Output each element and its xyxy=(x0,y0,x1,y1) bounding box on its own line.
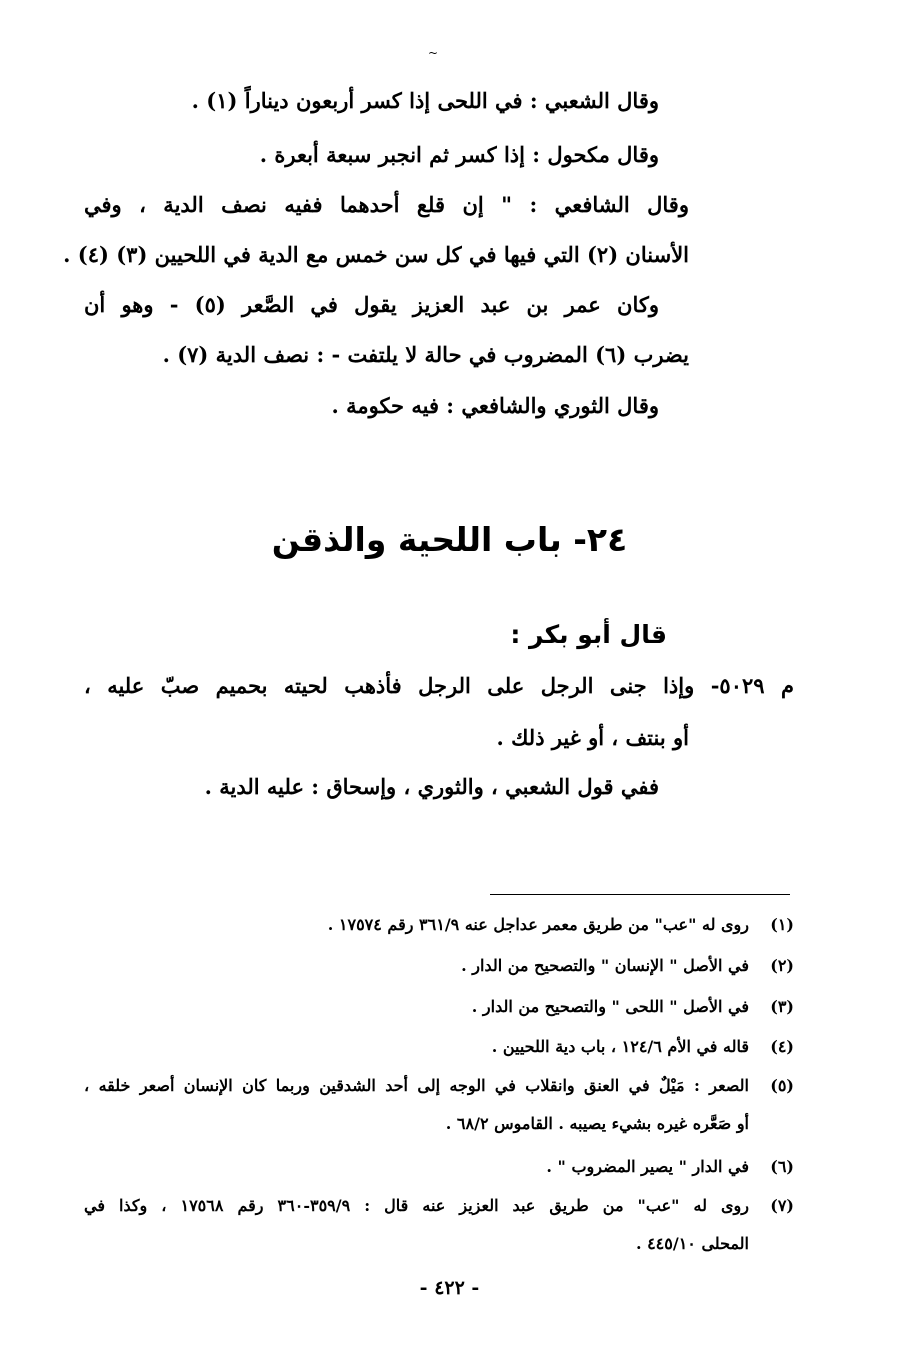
footnote-6 xyxy=(84,1157,794,1179)
footnote-text-continued: أو صَعَّره غيره بشيء يصيبه . القاموس ٦٨/٢ . xyxy=(445,1114,749,1133)
footnote-text: روى له "عب" من طريق معمر عداجل عنه ٣٦١/٩ رقم ١٧٥٧٤ . xyxy=(327,915,749,934)
footnote-5 xyxy=(84,1076,794,1146)
footnote-text: قاله في الأم ١٢٤/٦ ، باب دية اللحيين . xyxy=(491,1037,749,1056)
footnote-number: (٦) xyxy=(770,1157,794,1176)
footnote-number: (١) xyxy=(770,915,794,934)
text-line-3: وقال الشافعي : " إن قلع أحدهما ففيه نصف الدية ، وفي xyxy=(84,192,689,217)
top-mark: ~ xyxy=(428,46,439,60)
footnote-number: (٧) xyxy=(770,1196,794,1215)
footnote-number: (٤) xyxy=(770,1037,794,1056)
page-number: - ٤٢٢ - xyxy=(419,1277,480,1299)
footnote-text: روى له "عب" من طريق عبد العزيز عنه قال : ٣٥٩/٩-٣٦٠ رقم ١٧٥٦٨ ، وكذا في xyxy=(84,1196,749,1215)
footnote-separator xyxy=(490,894,790,895)
footnote-text: في الأصل " اللحى " والتصحيح من الدار . xyxy=(471,997,749,1016)
text-line-6: يضرب (٦) المضروب في حالة لا يلتفت - : نصف الدية (٧) . xyxy=(162,342,689,367)
entry-line-1: م ٥٠٢٩- وإذا جنى الرجل على الرجل فأذهب لحيته بحميم صبّ عليه ، xyxy=(84,673,794,698)
text-line-2: وقال مكحول : إذا كسر ثم انجبر سبعة أبعرة . xyxy=(259,142,659,167)
text-line-5: وكان عمر بن عبد العزيز يقول في الصَّعر (٥) - وهو أن xyxy=(84,292,659,317)
entry-line-2: أو بنتف ، أو غير ذلك . xyxy=(496,725,689,750)
footnote-3 xyxy=(84,997,794,1019)
footnote-2 xyxy=(84,956,794,978)
section-heading: ٢٤- باب اللحية والذقن xyxy=(271,520,628,559)
footnote-1 xyxy=(84,915,794,937)
text-line-1: وقال الشعبي : في اللحى إذا كسر أربعون ديناراً (١) . xyxy=(191,88,659,113)
footnote-number: (٥) xyxy=(770,1076,794,1095)
footnote-number: (٢) xyxy=(770,956,794,975)
entry-line-3: ففي قول الشعبي ، والثوري ، وإسحاق : عليه الدية . xyxy=(204,774,659,799)
footnote-7 xyxy=(84,1196,794,1266)
footnote-number: (٣) xyxy=(770,997,794,1016)
footnote-text: في الأصل " الإنسان " والتصحيح من الدار . xyxy=(461,956,749,975)
speaker-label: قال أبو بكر : xyxy=(510,620,667,649)
footnote-text: الصعر : مَيْلٌ في العنق وانقلاب في الوجه إلى أحد الشدقين وربما كان الإنسان أصعر خلقه ، xyxy=(84,1076,749,1095)
footnote-text-continued: المحلى ٤٤٥/١٠ . xyxy=(635,1234,749,1253)
footnote-text: في الدار " يصير المضروب " . xyxy=(546,1157,749,1176)
text-line-4: الأسنان (٢) التي فيها في كل سن خمس مع الدية في اللحيين (٣) (٤) . xyxy=(63,242,689,267)
footnote-4 xyxy=(84,1037,794,1059)
text-line-7: وقال الثوري والشافعي : فيه حكومة . xyxy=(331,393,659,418)
